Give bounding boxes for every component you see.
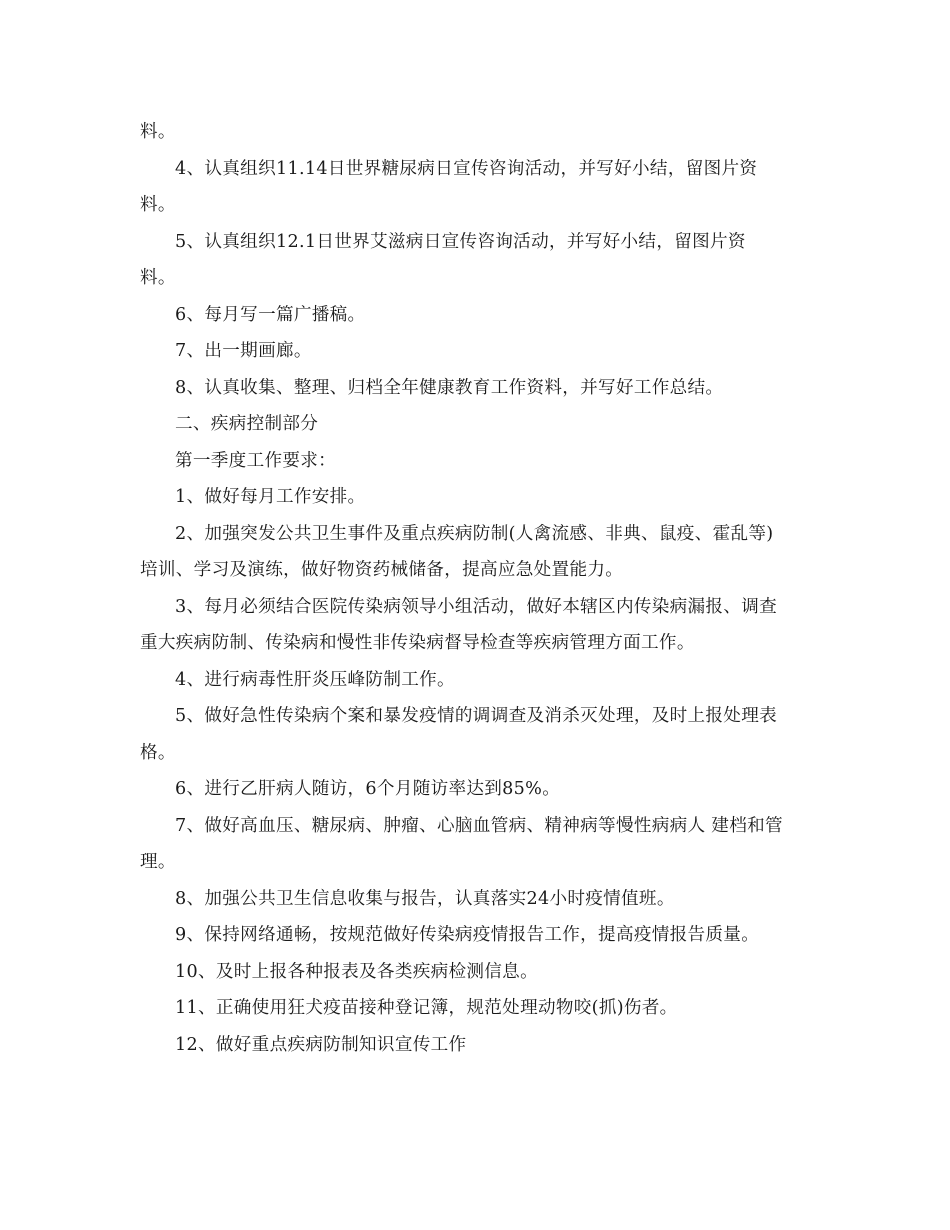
section-heading: 二、疾病控制部分 [175,414,319,434]
text-line: 5、认真组织12.1日世界艾滋病日宣传咨询活动，并写好小结，留图片资 [175,231,746,252]
text-line: 8、加强公共卫生信息收集与报告，认真落实24小时疫情值班。 [175,888,675,909]
text-line: 8、认真收集、整理、归档全年健康教育工作资料，并写好工作总结。 [175,377,724,398]
text-line: 料。 [140,122,176,142]
text-line: 6、进行乙肝病人随访，6个月随访率达到85%。 [175,779,561,799]
text-line: 培训、学习及演练，做好物资药械储备，提高应急处置能力。 [140,560,624,580]
text-line: 4、进行病毒性肝炎压峰防制工作。 [175,669,455,690]
text-line: 格。 [140,742,176,763]
text-line: 10、及时上报各种报表及各类疾病检测信息。 [175,961,538,982]
text-line: 11、正确使用狂犬疫苗接种登记簿，规范处理动物咬(抓)伤者。 [175,998,678,1018]
text-line: 12、做好重点疾病防制知识宣传工作 [175,1034,467,1055]
text-line: 3、每月必须结合医院传染病领导小组活动，做好本辖区内传染病漏报、调查 [175,596,777,617]
text-line: 料。 [140,195,176,215]
text-line: 7、做好高血压、糖尿病、肿瘤、心脑血管病、精神病等慢性病病人 建档和管 [175,815,783,836]
text-line: 6、每月写一篇广播稿。 [175,304,366,325]
text-line: 4、认真组织11.14日世界糖尿病日宣传咨询活动，并写好小结，留图片资 [175,158,758,179]
text-line: 重大疾病防制、传染病和慢性非传染病督导检查等疾病管理方面工作。 [140,633,695,653]
subsection-heading: 第一季度工作要求： [175,450,337,471]
text-line: 2、加强突发公共卫生事件及重点疾病防制(人禽流感、非典、鼠疫、霍乱等) [175,523,774,544]
text-line: 理。 [140,852,176,872]
text-line: 7、出一期画廊。 [175,341,312,361]
text-line: 1、做好每月工作安排。 [175,487,366,507]
text-line: 料。 [140,268,176,288]
text-line: 9、保持网络通畅，按规范做好传染病疫情报告工作，提高疫情报告质量。 [175,925,760,945]
text-line: 5、做好急性传染病个案和暴发疫情的调调查及消杀灭处理，及时上报处理表 [175,706,777,726]
document-body [140,114,812,1063]
